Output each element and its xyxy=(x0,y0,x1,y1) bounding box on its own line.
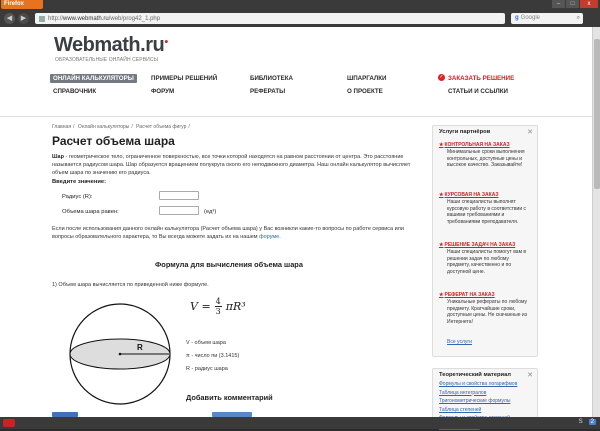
breadcrumb: Главная / Онлайн калькуляторы / Расчет объема фигур / xyxy=(52,124,192,130)
partner-text: Наши специалисты помогут вам в решении задач по любому предмету, качественно и по доступной цене. xyxy=(439,249,533,275)
back-arrow-icon[interactable]: ◀ xyxy=(4,13,15,24)
add-comment-heading: Добавить комментарий xyxy=(186,393,273,402)
menu-library[interactable]: БИБЛИОТЕКА xyxy=(250,75,293,82)
all-services-link[interactable]: Все услуги xyxy=(447,339,472,345)
volume-unit: (ед³) xyxy=(204,209,216,215)
partner-text: Уникальные рефераты по любому предмету. Кратчайшие сроки, доступные цены. Не скачанные из Интернета! xyxy=(439,299,533,325)
legend-pi: π - число пи (3.1415) xyxy=(186,353,239,359)
menu-articles[interactable]: СТАТЬИ И ССЫЛКИ xyxy=(448,88,508,95)
maximize-button[interactable]: □ xyxy=(566,0,579,8)
google-icon: g xyxy=(515,15,519,21)
sphere-center-dot xyxy=(119,353,122,356)
volume-output[interactable] xyxy=(159,206,199,215)
volume-label: Объема шара равен: xyxy=(62,209,119,215)
star-icon: ★ xyxy=(439,192,443,198)
menu-order-solution[interactable]: ЗАКАЗАТЬ РЕШЕНИЕ xyxy=(448,75,514,82)
skype-icon[interactable]: S xyxy=(579,419,583,425)
breadcrumb-volume[interactable]: Расчет объема фигур xyxy=(136,124,186,130)
theory-link[interactable]: Таблица степеней xyxy=(433,406,537,415)
window-controls xyxy=(552,0,598,9)
sphere-diagram xyxy=(65,299,175,409)
close-icon[interactable]: ✕ xyxy=(527,128,533,136)
sphere-radius-label: R xyxy=(137,343,143,352)
search-placeholder: Google xyxy=(521,15,540,21)
menu-forum[interactable]: ФОРУМ xyxy=(151,88,174,95)
partner-text: Минимальные сроки выполнения контрольных, доступные цены и высокое качество. Заказывайте! xyxy=(439,149,533,169)
page-scrollbar[interactable] xyxy=(592,27,600,417)
volume-formula xyxy=(190,297,246,316)
formula-rhs: πR³ xyxy=(226,300,246,313)
theory-title: Теоретический материал xyxy=(433,369,537,380)
search-icon[interactable]: ⌕ xyxy=(577,13,580,24)
site-tagline: ОБРАЗОВАТЕЛЬНЫЕ ОНЛАЙН СЕРВИСЫ xyxy=(55,57,158,63)
menu-about[interactable]: О ПРОЕКТЕ xyxy=(347,88,383,95)
forward-arrow-icon[interactable]: ▶ xyxy=(18,13,29,24)
url-path: /web/prog42_1.php xyxy=(109,16,160,22)
addon-icon[interactable] xyxy=(3,419,15,427)
url-scheme: http:// xyxy=(48,16,63,22)
formula-lhs: V = xyxy=(190,300,211,313)
status-icons xyxy=(579,419,596,425)
partner-link[interactable]: ★КОНТРОЛЬНАЯ НА ЗАКАЗ xyxy=(439,142,533,148)
close-icon[interactable]: ✕ xyxy=(527,371,533,379)
partners-panel xyxy=(432,125,538,357)
theory-link[interactable]: Формулы и свойства логарифмов xyxy=(433,380,537,389)
partners-title: Услуги партнёров xyxy=(433,126,537,137)
site-logo[interactable]: Webmath.ru● xyxy=(54,34,168,57)
radius-input[interactable] xyxy=(159,191,199,200)
address-bar[interactable] xyxy=(35,13,505,24)
formula-step: 1) Объем шара вычисляется по приведенной ниже формуле. xyxy=(52,282,209,288)
menu-cribs[interactable]: ШПАРГАЛКИ xyxy=(347,75,387,82)
description-text: - геометрическое тело, ограниченное поверхностью, все точки которой находятся на равном расстоянии от центра. Это расстояние называется радиусом шара. Шар образуется вращением полукруга около его неподвижного диаметра. Наш онлайн калькулятор вычисляет объем шара по значению его радиуса. xyxy=(52,154,410,176)
navigation-bar xyxy=(0,10,600,27)
forum-link[interactable]: форуме xyxy=(259,234,279,240)
partner-item xyxy=(439,192,533,225)
logo-dot-icon: ● xyxy=(164,38,168,45)
minimize-button[interactable]: – xyxy=(552,0,565,8)
firefox-menu-button[interactable]: Firefox xyxy=(1,0,43,9)
close-window-button[interactable]: x xyxy=(580,0,598,8)
partner-item xyxy=(439,142,533,169)
menu-essays[interactable]: РЕФЕРАТЫ xyxy=(250,88,285,95)
partner-link[interactable]: ★КУРСОВАЯ НА ЗАКАЗ xyxy=(439,192,533,198)
description-term: Шар xyxy=(52,154,64,160)
enter-value-label: Введите значение: xyxy=(52,179,106,185)
partner-text: Наши специалисты выполнят курсовую работу в соответствии с вашими требованиями и требованиями преподавателя. xyxy=(439,199,533,225)
help-note: Если после использования данного онлайн калькулятора (Расчет объема шара) у Вас возникли какие-то вопросы по работе сервиса или вопросы образовательного характера, то Вы всегда можете задать их на нашем форуме. xyxy=(52,225,422,241)
star-icon: ★ xyxy=(439,242,443,248)
site-header xyxy=(0,27,592,117)
theory-link[interactable]: Таблица интегралов xyxy=(433,389,537,398)
menu-handbook[interactable]: СПРАВОЧНИК xyxy=(53,88,96,95)
star-icon: ★ xyxy=(439,142,443,148)
status-bar xyxy=(0,417,600,429)
legend-volume: V - объем шара xyxy=(186,340,226,346)
formula-numerator: 4 xyxy=(215,297,222,307)
url-host: www.webmath.ru xyxy=(63,16,109,22)
theory-link[interactable]: Тригонометрические формулы xyxy=(433,397,537,406)
partner-item xyxy=(439,242,533,275)
search-box[interactable] xyxy=(511,13,583,24)
menu-online-calculators[interactable]: ОНЛАЙН КАЛЬКУЛЯТОРЫ xyxy=(50,74,137,83)
breadcrumb-home[interactable]: Главная xyxy=(52,124,71,130)
formula-denominator: 3 xyxy=(216,307,221,316)
legend-radius: R - радиус шара xyxy=(186,366,228,372)
formula-title: Формула для вычисления объема шара xyxy=(155,260,303,269)
page-description xyxy=(52,153,422,177)
order-icon: ✓ xyxy=(438,74,445,81)
radius-label: Радиус (R): xyxy=(62,194,93,200)
menu-examples[interactable]: ПРИМЕРЫ РЕШЕНИЙ xyxy=(151,75,217,82)
breadcrumb-calculators[interactable]: Онлайн калькуляторы xyxy=(78,124,130,130)
page-title: Расчет объема шара xyxy=(52,134,175,148)
scrollbar-thumb[interactable] xyxy=(594,39,600,189)
partner-link[interactable]: ★РЕШЕНИЕ ЗАДАЧ НА ЗАКАЗ xyxy=(439,242,533,248)
site-favicon-icon xyxy=(39,16,45,22)
formula-fraction xyxy=(215,297,222,316)
partner-link[interactable]: ★РЕФЕРАТ НА ЗАКАЗ xyxy=(439,292,533,298)
star-icon: ★ xyxy=(439,292,443,298)
notification-badge[interactable]: 2 xyxy=(589,419,596,425)
browser-toolbar xyxy=(0,0,600,27)
page-viewport xyxy=(0,27,600,417)
partner-item xyxy=(439,292,533,325)
